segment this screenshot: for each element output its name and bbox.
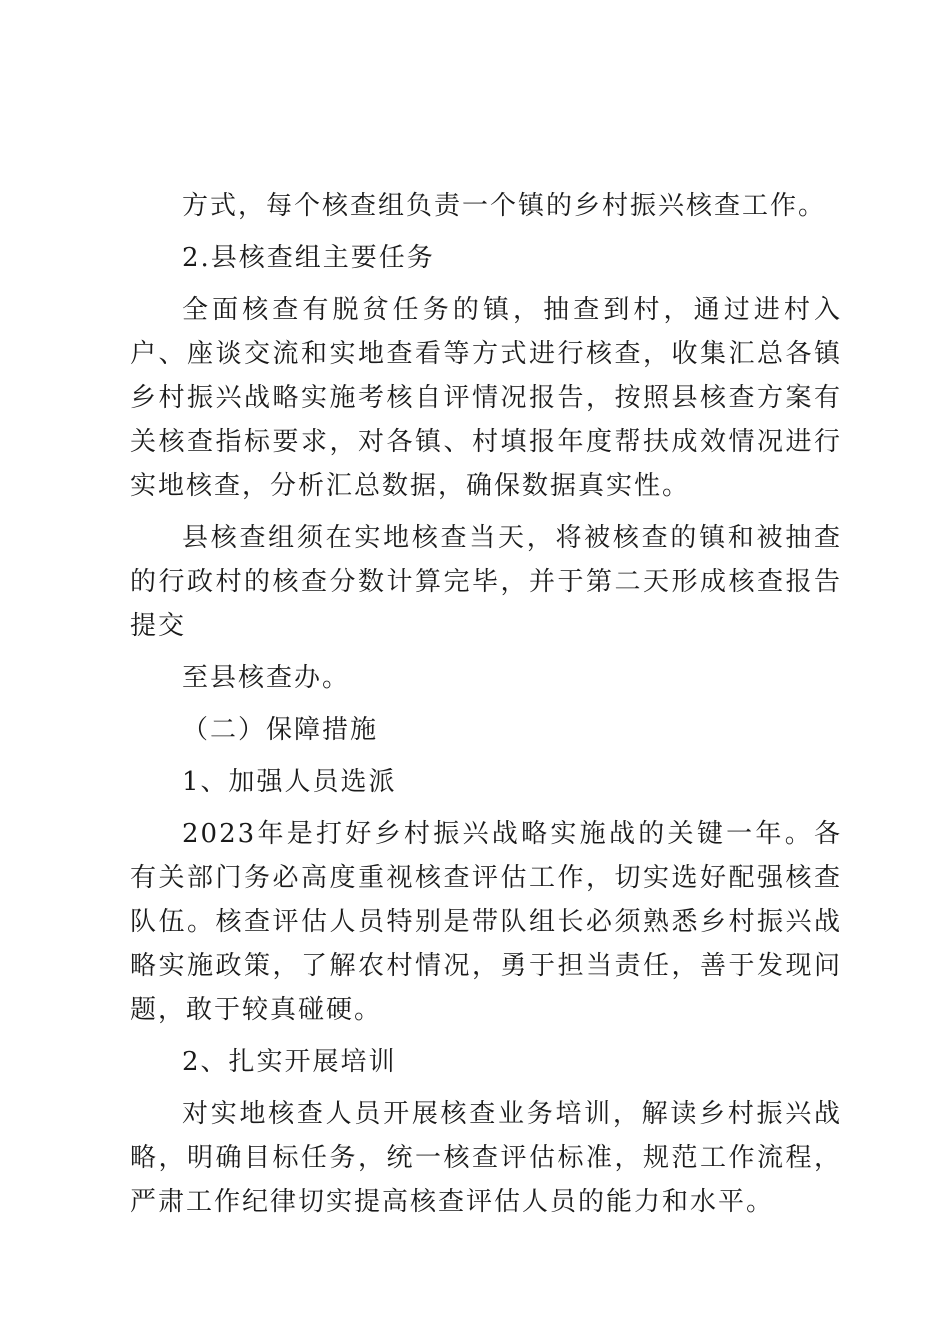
paragraph-1: 方式，每个核查组负责一个镇的乡村振兴核查工作。 (182, 191, 827, 221)
paragraph-county-team-tasks: 全面核查有脱贫任务的镇，抽查到村，通过进村入户、座谈交流和实地查看等方式进行核查，收集汇总各镇乡村振兴战略实施考核自评情况报告，按照县核查方案有关核查指标要求，对各镇、村填报年度帮扶成效情况进行实地核查，分析汇总数据，确保数据真实性。 (130, 295, 842, 501)
section-heading-safeguards: （二）保障措施 (182, 715, 379, 745)
subheading-training: 2、扎实开展培训 (182, 1047, 397, 1077)
paragraph-report-submit: 至县核查办。 (182, 663, 351, 693)
section-heading-county-team-tasks: 2.县核查组主要任务 (182, 243, 435, 273)
paragraph-staff-selection: 2023年是打好乡村振兴战略实施战的关键一年。各有关部门务必高度重视核查评估工作，切实选好配强核查队伍。核查评估人员特别是带队组长必须熟悉乡村振兴战略实施政策，了解农村情况，勇于担当责任，善于发现问题，敢于较真碰硬。 (130, 819, 842, 1025)
subheading-staff-selection: 1、加强人员选派 (182, 767, 397, 797)
paragraph-training: 对实地核查人员开展核查业务培训，解读乡村振兴战略，明确目标任务，统一核查评估标准，规范工作流程，严肃工作纪律切实提高核查评估人员的能力和水平。 (130, 1099, 842, 1217)
paragraph-report-deadline: 县核查组须在实地核查当天，将被核查的镇和被抽查的行政村的核查分数计算完毕，并于第二天形成核查报告提交 (130, 523, 842, 641)
document-body (130, 184, 842, 1224)
